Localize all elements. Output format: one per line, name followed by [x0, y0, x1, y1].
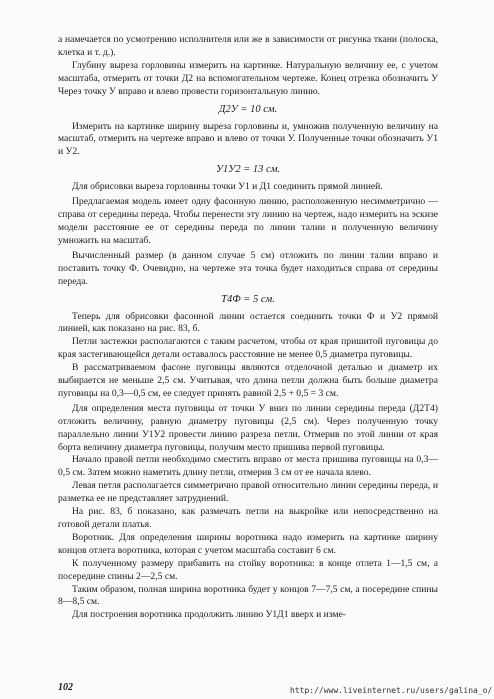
paragraph-14: Воротник. Для определения ширины воротника надо измерить на картинке ширину концов отлета воротника, которая с учетом масштаба составит 6 см.: [58, 531, 438, 556]
paragraph-16: Таким образом, полная ширина воротника будет у концов 7—7,5 см, а посередине спины 8—8,5 см.: [58, 583, 438, 608]
formula-3: Т4Ф = 5 см.: [221, 293, 275, 305]
formula-1: Д2У = 10 см.: [218, 103, 278, 115]
watermark-url: http://www.liveinternet.ru/users/galina_o/: [290, 686, 493, 695]
paragraph-10: Для определения места пуговицы от точки У вниз по линии середины переда (Д2Т4) отложить величину, равную диаметру пуговицы (2,5 см). Через полученную точку параллельно линии У1У2 провести линию разреза петли. Отмерив по этой линии от края борта величину диаметра пуговицы, получим место пришива первой пуговицы.: [58, 402, 438, 453]
paragraph-11: Начало правой петли необходимо сместить вправо от места пришива пуговицы на 0,3—0,5 см. Затем можно наметить длину петли, отмерив 3 см от ее начала влево.: [58, 454, 438, 479]
formula-2: У1У2 = 13 см.: [215, 164, 281, 176]
paragraph-2: Глубину выреза горловины измерить на картинке. Натуральную величину ее, с учетом масштаба, отмерить от точки Д2 на вспомогательном чертеже. Конец отрезка обозначить У Через точку У вправо и влево провести горизонтальную линию.: [58, 59, 438, 97]
paragraph-4: Для обрисовки выреза горловины точки У1 и Д1 соединить прямой линией.: [72, 181, 383, 193]
paragraph-13: На рис. 83, б показано, как размечать петли на выкройке или непосредственно на готовой детали платья.: [58, 506, 438, 530]
page-body: [58, 34, 438, 622]
paragraph-7: Теперь для обрисовки фасонной линии остается соединить точки Ф и У2 прямой линией, как показано на рис. 83, б.: [58, 310, 438, 335]
paragraph-1: а намечается по усмотрению исполнителя или же в зависимости от рисунка ткани (полоска, клетка и т. д.).: [58, 34, 438, 58]
paragraph-3: Измерить на картинке ширину выреза горловины и, умножив полученную величину на масштаб, отмерить на чертеже вправо и влево от точки У. Полученные точки обозначить У1 и У2.: [58, 120, 438, 158]
paragraph-8: Петли застежки располагаются с таким расчетом, чтобы от края пришитой пуговицы до края застегивающейся детали оставалось расстояние не менее 0,5 диаметра пуговицы.: [58, 336, 438, 361]
paragraph-17: Для построения воротника продолжить линию У1Д1 вверх и изме-: [72, 609, 346, 621]
paragraph-9: В рассматриваемом фасоне пуговицы являются отделочной деталью и диаметр их выбирается не меньше 2,5 см. Учитывая, что длина петли должна быть больше диаметра пуговицы на 0,3—0,5 см, ее следует принять равной 2,5 + 0,5 = 3 см.: [58, 362, 438, 399]
paragraph-5: Предлагаемая модель имеет одну фасонную линию, расположенную несимметрично — справа от середины переда. Чтобы перенести эту линию на чертеж, надо измерить на эскизе модели расстояние ее от середины переда по линии талии и полученную величину умножить на масштаб.: [58, 196, 438, 246]
paragraph-6: Вычисленный размер (в данном случае 5 см) отложить по линии талии вправо и поставить точку Ф. Очевидно, на чертеже эта точка будет находиться справа от середины переда.: [58, 249, 438, 287]
paragraph-15: К полученному размеру прибавить на стойку воротника: в конце отлета 1—1,5 см, а посередине спины 2—2,5 см.: [58, 557, 438, 582]
page-number: 102: [58, 682, 73, 693]
paragraph-12: Левая петля располагается симметрично правой относительно линии середины переда, и разметка ее не представляет затруднений.: [58, 480, 438, 505]
